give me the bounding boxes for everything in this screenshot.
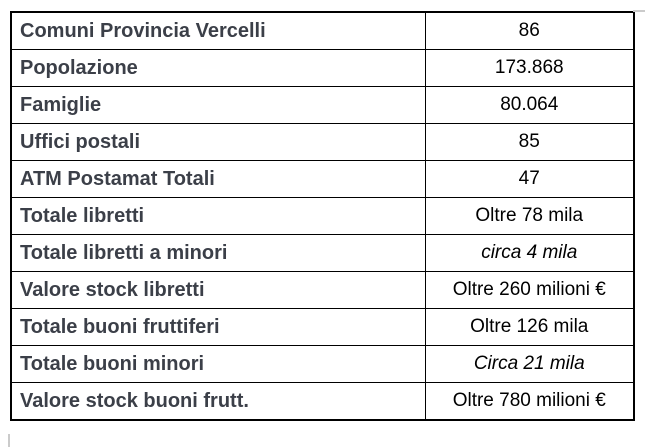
row-label: ATM Postamat Totali [11, 161, 425, 198]
table-row [11, 235, 634, 272]
row-label: Totale libretti [11, 198, 425, 235]
row-value: circa 4 mila [425, 235, 634, 272]
table-row [11, 309, 634, 346]
stats-table-body [11, 12, 634, 420]
row-value: 173.868 [425, 50, 634, 87]
row-label: Valore stock buoni frutt. [11, 383, 425, 421]
row-label: Comuni Provincia Vercelli [11, 12, 425, 50]
row-label: Totale buoni fruttiferi [11, 309, 425, 346]
table-row [11, 383, 634, 421]
table-row [11, 50, 634, 87]
row-label: Totale libretti a minori [11, 235, 425, 272]
row-value: Oltre 126 mila [425, 309, 634, 346]
row-value: Oltre 260 milioni € [425, 272, 634, 309]
row-value: 80.064 [425, 87, 634, 124]
row-value: Oltre 78 mila [425, 198, 634, 235]
row-label: Famiglie [11, 87, 425, 124]
row-label: Valore stock libretti [11, 272, 425, 309]
row-value: 85 [425, 124, 634, 161]
table-row [11, 198, 634, 235]
table-row [11, 87, 634, 124]
table-row [11, 346, 634, 383]
table-row [11, 161, 634, 198]
page-edge-artifact-top-right [633, 10, 645, 12]
province-stats-table [10, 11, 635, 421]
table-row [11, 272, 634, 309]
row-value: 86 [425, 12, 634, 50]
page-edge-artifact-bottom-left [8, 434, 10, 447]
row-value: Oltre 780 milioni € [425, 383, 634, 421]
row-label: Uffici postali [11, 124, 425, 161]
row-value: Circa 21 mila [425, 346, 634, 383]
table-row [11, 124, 634, 161]
row-label: Totale buoni minori [11, 346, 425, 383]
row-value: 47 [425, 161, 634, 198]
row-label: Popolazione [11, 50, 425, 87]
table-row [11, 12, 634, 50]
